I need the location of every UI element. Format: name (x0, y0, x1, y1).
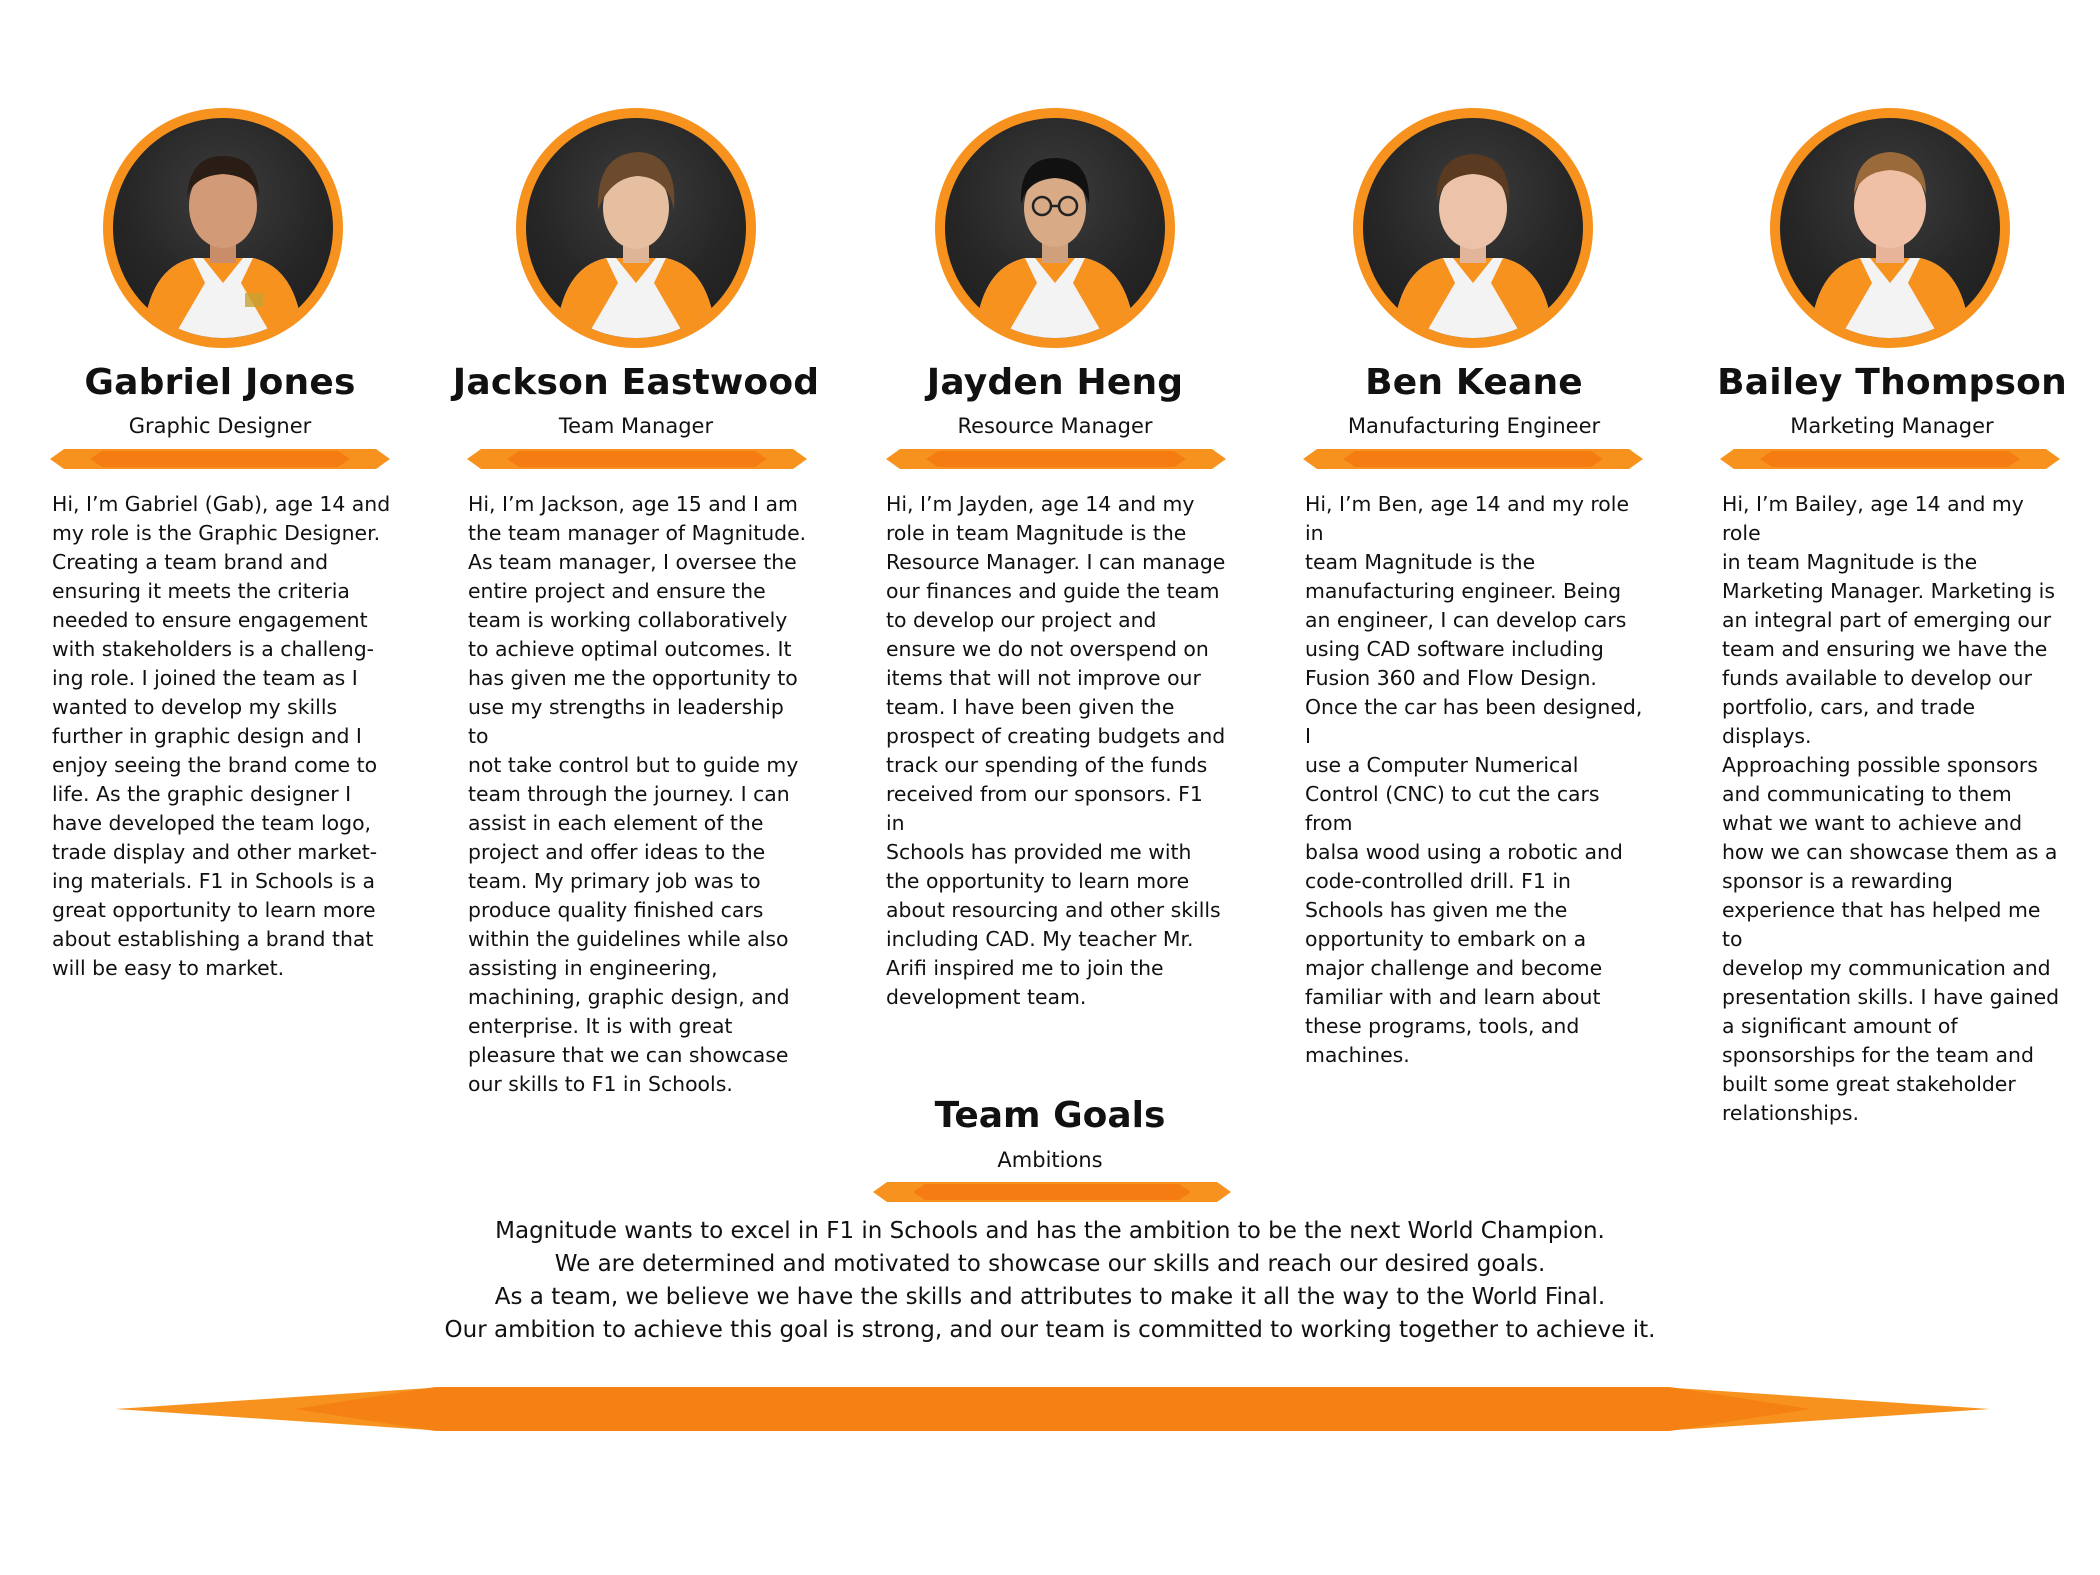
member-role: Team Manager (558, 414, 714, 438)
member-name: Gabriel Jones (84, 362, 356, 403)
member-photo (113, 118, 333, 338)
person-portrait-icon (945, 118, 1165, 338)
orange-divider (1720, 447, 2060, 471)
goals-subtitle: Ambitions (997, 1148, 1103, 1172)
member-name: Jayden Heng (926, 362, 1184, 403)
member-name: Bailey Thompson (1717, 362, 2067, 403)
person-portrait-icon (1780, 118, 2000, 338)
member-photo-frame (935, 108, 1175, 348)
footer-orange-bar (115, 1385, 1990, 1433)
person-portrait-icon (113, 118, 333, 338)
member-photo (945, 118, 1165, 338)
member-bio: Hi, I’m Gabriel (Gab), age 14 and my role is the Graphic Designer. Creating a team brand and ensuring it meets the criteria needed to ensure engagement with stakeholders is a challeng- ing role. I joined the team as I wanted to develop my skills further in graphic design and I enjoy seeing the brand come to life. As the graphic designer I have developed the team logo, trade display and other market- ing materials. F1 in Schools is a great opportunity to learn more about establishing a brand that will be easy to market. (52, 492, 391, 980)
member-bio: Hi, I’m Bailey, age 14 and my role in team Magnitude is the Marketing Manager. Marketing is an integral part of emerging our team and ensuring we have the funds available to develop our portfolio, cars, and trade displays. Approaching possible sponsors and communicating to them what we want to achieve and how we can showcase them as a sponsor is a rewarding experience that has helped me to develop my communication and presentation skills. I have gained a significant amount of sponsorships for the team and built some great stakeholder relationships. (1722, 492, 2060, 1125)
orange-divider (886, 447, 1226, 471)
member-bio: Hi, I’m Jayden, age 14 and my role in team Magnitude is the Resource Manager. I can manage our finances and guide the team to develop our project and ensure we do not overspend on items that will not improve our team. I have been given the prospect of creating budgets and track our spending of the funds received from our sponsors. F1 in Schools has provided me with the opportunity to learn more about resourcing and other skills including CAD. My teacher Mr. Arifi inspired me to join the development team. (886, 492, 1226, 1009)
member-photo-frame (1770, 108, 2010, 348)
goals-line: Our ambition to achieve this goal is strong, and our team is committed to working together to achieve it. (444, 1317, 1656, 1343)
member-photo-frame (516, 108, 756, 348)
member-bio: Hi, I’m Jackson, age 15 and I am the team manager of Magnitude. As team manager, I oversee the entire project and ensure the team is working collaboratively to achieve optimal outcomes. It has given me the opportunity to use my strengths in leadership to not take control but to guide my team through the journey. I can assist in each element of the project and offer ideas to the team. My primary job was to produce quality finished cars within the guidelines while also assisting in engineering, machining, graphic design, and enterprise. It is with great pleasure that we can showcase our skills to F1 in Schools. (468, 492, 807, 1096)
goals-title: Team Goals (934, 1095, 1166, 1136)
goals-line: Magnitude wants to excel in F1 in Schools and has the ambition to be the next World Champion. (495, 1218, 1605, 1244)
person-portrait-icon (1363, 118, 1583, 338)
member-photo (1780, 118, 2000, 338)
member-photo (526, 118, 746, 338)
member-role: Manufacturing Engineer (1347, 414, 1601, 438)
orange-divider (50, 447, 390, 471)
goals-line: As a team, we believe we have the skills and attributes to make it all the way to the World Final. (494, 1284, 1606, 1310)
member-role: Marketing Manager (1790, 414, 1994, 438)
goals-line: We are determined and motivated to showcase our skills and reach our desired goals. (554, 1251, 1546, 1277)
member-photo (1363, 118, 1583, 338)
member-name: Ben Keane (1365, 362, 1583, 403)
member-photo-frame (1353, 108, 1593, 348)
goals-text (0, 1215, 2100, 1347)
orange-divider (467, 447, 807, 471)
orange-divider (1303, 447, 1643, 471)
member-role: Graphic Designer (128, 414, 312, 438)
person-portrait-icon (526, 118, 746, 338)
member-name: Jackson Eastwood (452, 362, 820, 403)
orange-divider (873, 1180, 1231, 1204)
member-bio: Hi, I’m Ben, age 14 and my role in team Magnitude is the manufacturing engineer. Being an engineer, I can develop cars using CAD software including Fusion 360 and Flow Design. Once the car has been designed, I use a Computer Numerical Control (CNC) to cut the cars from balsa wood using a robotic and code-controlled drill. F1 in Schools has given me the opportunity to embark on a major challenge and become familiar with and learn about these programs, tools, and machines. (1305, 492, 1643, 1067)
member-role: Resource Manager (957, 414, 1153, 438)
member-photo-frame (103, 108, 343, 348)
